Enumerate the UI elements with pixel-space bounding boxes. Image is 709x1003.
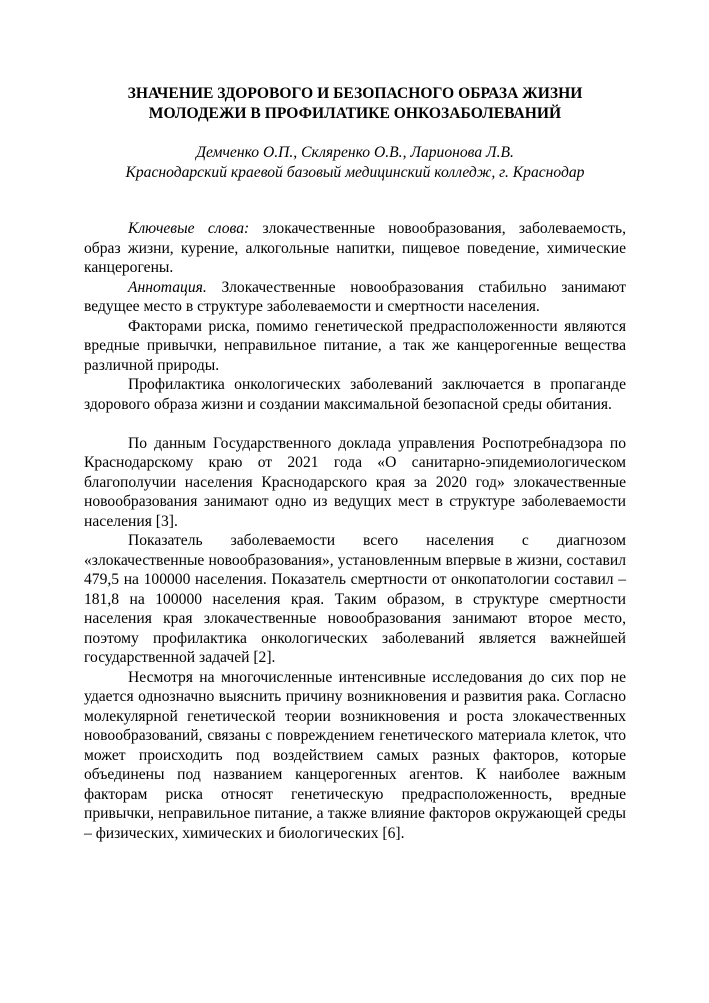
body-paragraph: По данным Государственного доклада управления Роспотребнадзора по Краснодарскому краю от 2021 года «О санитарно-эпидемиологическом благополучии населения Краснодарского края за 2020 год» злокачественные новообразования занимают одно из ведущих мест в структуре заболеваемости населения [3]. [84,434,626,530]
section-gap [84,414,626,434]
abstract-paragraph: Профилактика онкологических заболеваний заключается в пропаганде здорового образа жизни и создании максимальной безопасной среды обитания. [84,376,626,413]
keywords-text: злокачественные новообразования, заболеваемость, образ жизни, курение, алкогольные напитки, пищевое поведение, химические канцерогены. [84,220,626,276]
keywords-label: Ключевые слова: [128,220,250,237]
paper-page [84,84,626,843]
title-line-2: МОЛОДЕЖИ В ПРОФИЛАТИКЕ ОНКОЗАБОЛЕВАНИЙ [148,104,562,122]
annotation-paragraph [84,278,626,317]
author-block [84,143,626,182]
abstract-paragraph: Факторами риска, помимо генетической предрасположенности являются вредные привычки, неправильное питание, а так же канцерогенные вещества различной природы. [84,317,626,374]
paper-body [84,219,626,843]
body-paragraph: Несмотря на многочисленные интенсивные исследования до сих пор не удается однозначно выяснить причину возникновения и развития рака. Согласно молекулярной генетической теории возникновения и роста злокачественных новообразований, связаны с повреждением генетического материала клеток, что может происходить под воздействием самых разных факторов, которые объединены под названием канцерогенных агентов. К наиболее важным факторам риска относят генетическую предрасположенность, вредные привычки, неправильное питание, а также влияние факторов окружающей среды – физических, химических и биологических [6]. [84,668,626,842]
paper-title [84,84,626,123]
annotation-text: Злокачественные новообразования стабильно занимают ведущее место в структуре заболеваемости и смертности населения. [84,278,626,315]
keywords-paragraph [84,219,626,278]
body-paragraph: Показатель заболеваемости всего населения с диагнозом «злокачественные новообразования», установленным впервые в жизни, составил 479,5 на 100000 населения. Показатель смертности от онкопатологии составил – 181,8 на 100000 населения края. Таким образом, в структуре смертности населения края злокачественные новообразования занимают второе место, поэтому профилактика онкологических заболеваний является важнейшей государственной задачей [2]. [84,532,626,666]
title-line-1: ЗНАЧЕНИЕ ЗДОРОВОГО И БЕЗОПАСНОГО ОБРАЗА ЖИЗНИ [127,85,583,102]
author-names: Демченко О.П., Скляренко О.В., Ларионова Л.В. [196,144,514,161]
author-institution: Краснодарский краевой базовый медицинский колледж, г. Краснодар [125,163,585,181]
annotation-label: Аннотация. [128,278,207,296]
